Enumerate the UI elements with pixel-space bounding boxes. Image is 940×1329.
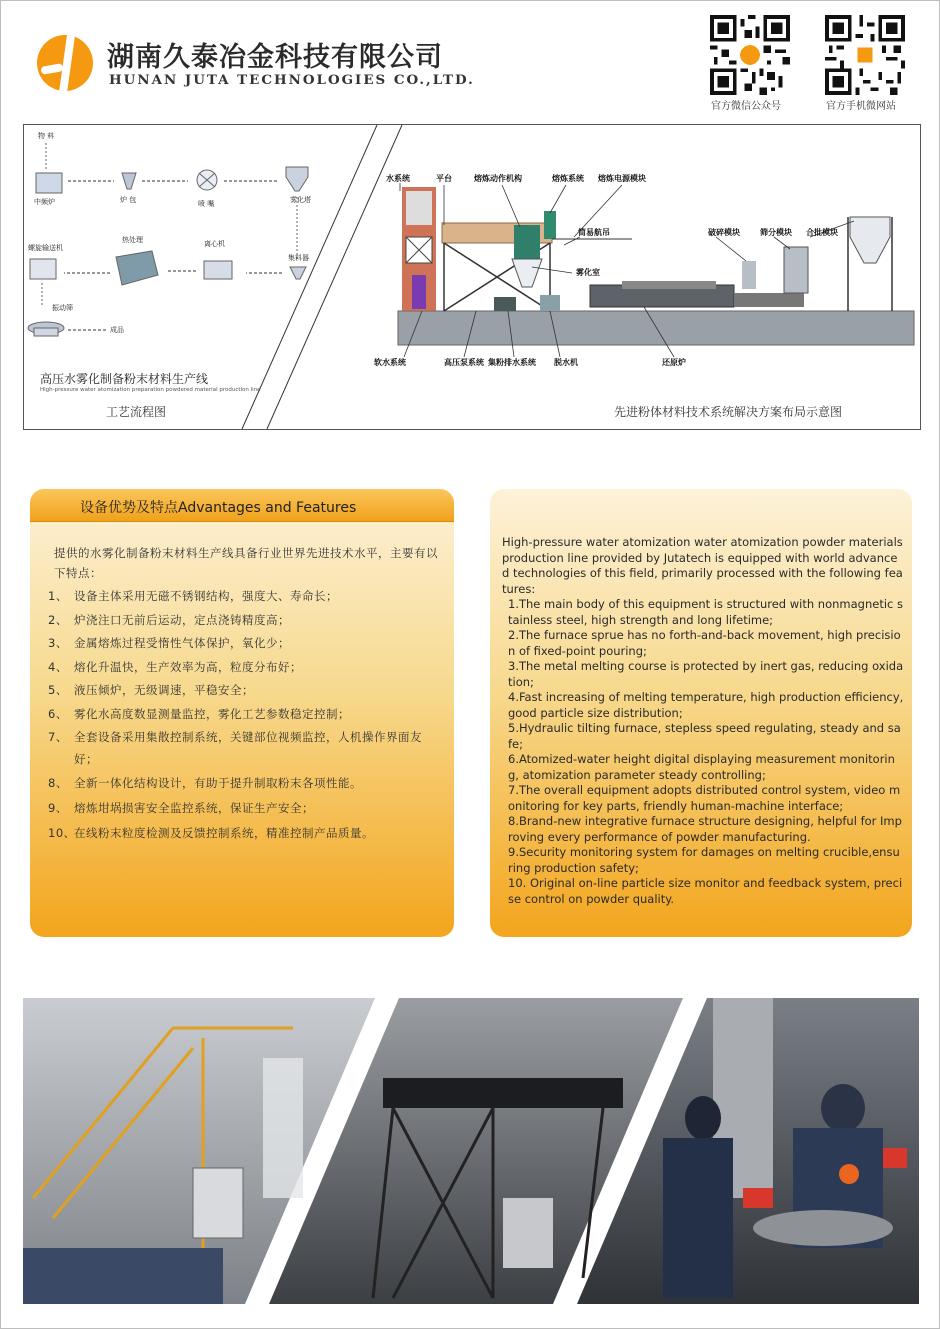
layout-label-batching: 合批模块 <box>806 228 838 237</box>
features-cn-intro: 提供的水雾化制备粉末材料生产线具备行业世界先进技术水平，主要有以下特点： <box>54 546 438 580</box>
layout-label-melting-power: 熔炼电源模块 <box>598 174 646 183</box>
list-item: 8.Brand-new integrative furnace structure designing, helpful for Improving every performance of powder manufacturing. <box>508 814 902 844</box>
layout-label-sieving: 筛分模块 <box>760 228 792 237</box>
flow-label-ladle: 炉 包 <box>120 196 137 204</box>
features-en-intro: High-pressure water atomization water atomization powder materials production line provided by Jutatech is equipped with world advanced technologies of this field, primarily processed with the following features: <box>502 535 903 596</box>
layout-label-reduction-furnace: 还原炉 <box>662 358 686 367</box>
features-header-text: 设备优势及特点Advantages and Features <box>80 500 357 516</box>
company-logo <box>37 35 93 91</box>
list-item: 3.The metal melting course is protected by inert gas, reducing oxidation; <box>508 659 904 689</box>
flow-label-atomizer: 雾化塔 <box>290 196 311 204</box>
layout-label-platform: 平台 <box>436 174 452 183</box>
layout-label-hp-pump: 高压泵系统 <box>444 358 484 367</box>
list-item: 9、 熔炼坩埚损害安全监控系统，保证生产安全； <box>48 800 314 815</box>
list-item: 10、 在线粉末粒度检测及反馈控制系统，精准控制产品质量。 <box>48 825 374 840</box>
features-cn-panel <box>30 489 454 937</box>
flow-label-material: 物 料 <box>38 132 55 140</box>
layout-label-melting-system: 熔炼系统 <box>552 174 584 183</box>
list-item: 7.The overall equipment adopts distributed control system, video monitoring for key parts, friendly human-machine interface; <box>508 783 901 813</box>
mobile-site-qr-label: 官方手机微网站 <box>826 101 896 112</box>
flow-label-nozzle: 喷 嘴 <box>198 200 215 208</box>
layout-label-powder-drain: 集粉排水系统 <box>488 358 536 367</box>
list-item: 5、 液压倾炉，无级调速，平稳安全； <box>48 683 254 697</box>
list-item: 4.Fast increasing of melting temperature, high production efficiency, good particle size distribution; <box>508 690 904 720</box>
company-name-cn: 湖南久泰冶金科技有限公司 <box>107 42 443 73</box>
list-item: 5.Hydraulic tilting furnace, stepless speed regulating, steady and safe; <box>508 721 901 751</box>
layout-label-atomizing-chamber: 雾化室 <box>576 268 600 277</box>
photo-strip <box>23 998 919 1304</box>
list-item: 6.Atomized-water height digital displaying measurement monitoring, atomization parameter steady controlling; <box>508 752 895 782</box>
list-item: 10. Original on-line particle size monitor and feedback system, precise control on powder quality. <box>508 876 903 906</box>
list-item: 2、 炉浇注口无前后运动，定点浇铸精度高； <box>48 612 290 627</box>
flow-chart-caption: 工艺流程图 <box>106 405 167 419</box>
flow-label-heat-treatment: 热处理 <box>122 236 143 244</box>
layout-caption: 先进粉体材料技术系统解决方案布局示意图 <box>614 405 843 419</box>
list-item: 1.The main body of this equipment is structured with nonmagnetic stainless steel, high strength and long lifetime; <box>508 597 904 627</box>
process-diagram-panel <box>23 124 921 430</box>
flow-label-product: 成品 <box>110 326 124 334</box>
features-header <box>30 489 454 522</box>
list-item: 4、 熔化升温快，生产效率为高，粒度分布好； <box>48 659 302 674</box>
layout-label-crushing: 破碎模块 <box>708 228 740 237</box>
list-item: 9.Security monitoring system for damages on melting crucible,ensuring production safety; <box>508 845 900 875</box>
layout-label-melting-mechanism: 熔炼动作机构 <box>474 174 522 183</box>
list-item: 8、 全新一体化结构设计，有助于提升制取粉末各项性能。 <box>48 775 362 790</box>
flow-label-collector: 集料器 <box>288 254 309 262</box>
list-item: 1、 设备主体采用无磁不锈钢结构，强度大、寿命长； <box>48 589 338 603</box>
flow-chart-title: 高压水雾化制备粉末材料生产线 <box>40 372 209 386</box>
layout-label-soft-water: 软水系统 <box>374 358 406 367</box>
flow-label-vibrating-screen: 振动筛 <box>52 304 73 312</box>
wechat-qr-label: 官方微信公众号 <box>711 101 781 112</box>
list-item: 2.The furnace sprue has no forth-and-back movement, high precision of fixed-point pouring; <box>508 628 901 658</box>
flow-label-screw-conveyor: 螺旋输送机 <box>28 244 63 252</box>
mobile-site-qr-code[interactable] <box>824 15 906 95</box>
layout-label-crane: 简易航吊 <box>578 228 610 237</box>
flow-label-centrifuge: 离心机 <box>204 240 225 248</box>
layout-label-water-system: 水系统 <box>386 174 410 183</box>
list-item: 7、 全套设备采用集散控制系统，关键部位视频监控，人机操作界面友好； <box>48 730 422 766</box>
flow-chart-subtitle: High-pressure water atomization preparation powdered material production line <box>40 387 261 393</box>
list-item: 6、 雾化水高度数显测量监控，雾化工艺参数稳定控制； <box>48 706 350 721</box>
features-cn-list <box>48 585 444 845</box>
list-item: 3、 金属熔炼过程受惰性气体保护，氧化少； <box>48 636 290 650</box>
features-en-panel <box>490 489 912 937</box>
features-en-text <box>502 535 904 907</box>
company-name-en: HUNAN JUTA TECHNOLOGIES CO.,LTD. <box>109 72 475 88</box>
flow-label-mid-furnace: 中频炉 <box>34 198 55 206</box>
plant-layout-graphic <box>398 183 914 357</box>
wechat-qr-code[interactable] <box>709 15 791 95</box>
layout-label-dewatering: 脱水机 <box>554 358 578 367</box>
